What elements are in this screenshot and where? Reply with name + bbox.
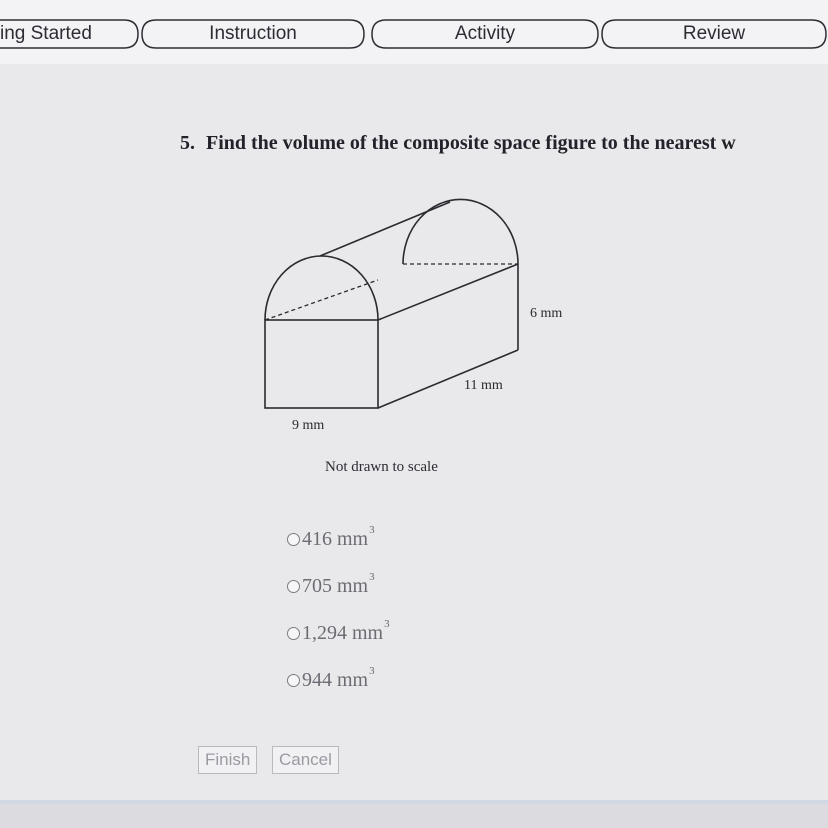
- choice-2[interactable]: [287, 571, 390, 622]
- upper-depth-edge: [378, 264, 518, 320]
- choice-text: 1,294 $mm^3$: [302, 618, 390, 644]
- question-prompt: [180, 132, 828, 155]
- footer-area: [0, 804, 828, 828]
- question-number: 5.: [180, 132, 195, 154]
- cancel-button[interactable]: Cancel: [272, 746, 339, 774]
- choice-text: 944 $mm^3$: [302, 665, 375, 691]
- radio-button[interactable]: [287, 627, 300, 640]
- choice-4[interactable]: [287, 665, 390, 716]
- composite-figure-diagram: [250, 190, 590, 440]
- tab-bar: [0, 0, 828, 64]
- front-semicircle: [265, 256, 378, 320]
- height-label: 6 mm: [530, 306, 563, 321]
- width-label: 9 mm: [292, 418, 325, 433]
- tab-review[interactable]: Review: [682, 23, 746, 44]
- hidden-front-diameter: [265, 280, 378, 320]
- depth-label: 11 mm: [464, 378, 503, 393]
- radio-button[interactable]: [287, 580, 300, 593]
- tab-activity[interactable]: Activity: [454, 23, 516, 44]
- choice-text: 705 $mm^3$: [302, 571, 375, 597]
- front-face: [265, 320, 378, 408]
- finish-button[interactable]: Finish: [198, 746, 257, 774]
- answer-choices: [287, 524, 390, 716]
- tab-instruction[interactable]: Instruction: [209, 23, 297, 44]
- radio-button[interactable]: [287, 533, 300, 546]
- choice-1[interactable]: [287, 524, 390, 575]
- radio-button[interactable]: [287, 674, 300, 687]
- choice-3[interactable]: [287, 618, 390, 669]
- figure-caption: Not drawn to scale: [325, 459, 438, 475]
- tab-getting-started[interactable]: ing Started: [0, 23, 92, 44]
- top-ridge-edge: [320, 202, 450, 256]
- choice-text: 416 $mm^3$: [302, 524, 375, 550]
- back-semicircle: [403, 199, 518, 264]
- question-text: Find the volume of the composite space figure to the nearest w: [206, 132, 736, 154]
